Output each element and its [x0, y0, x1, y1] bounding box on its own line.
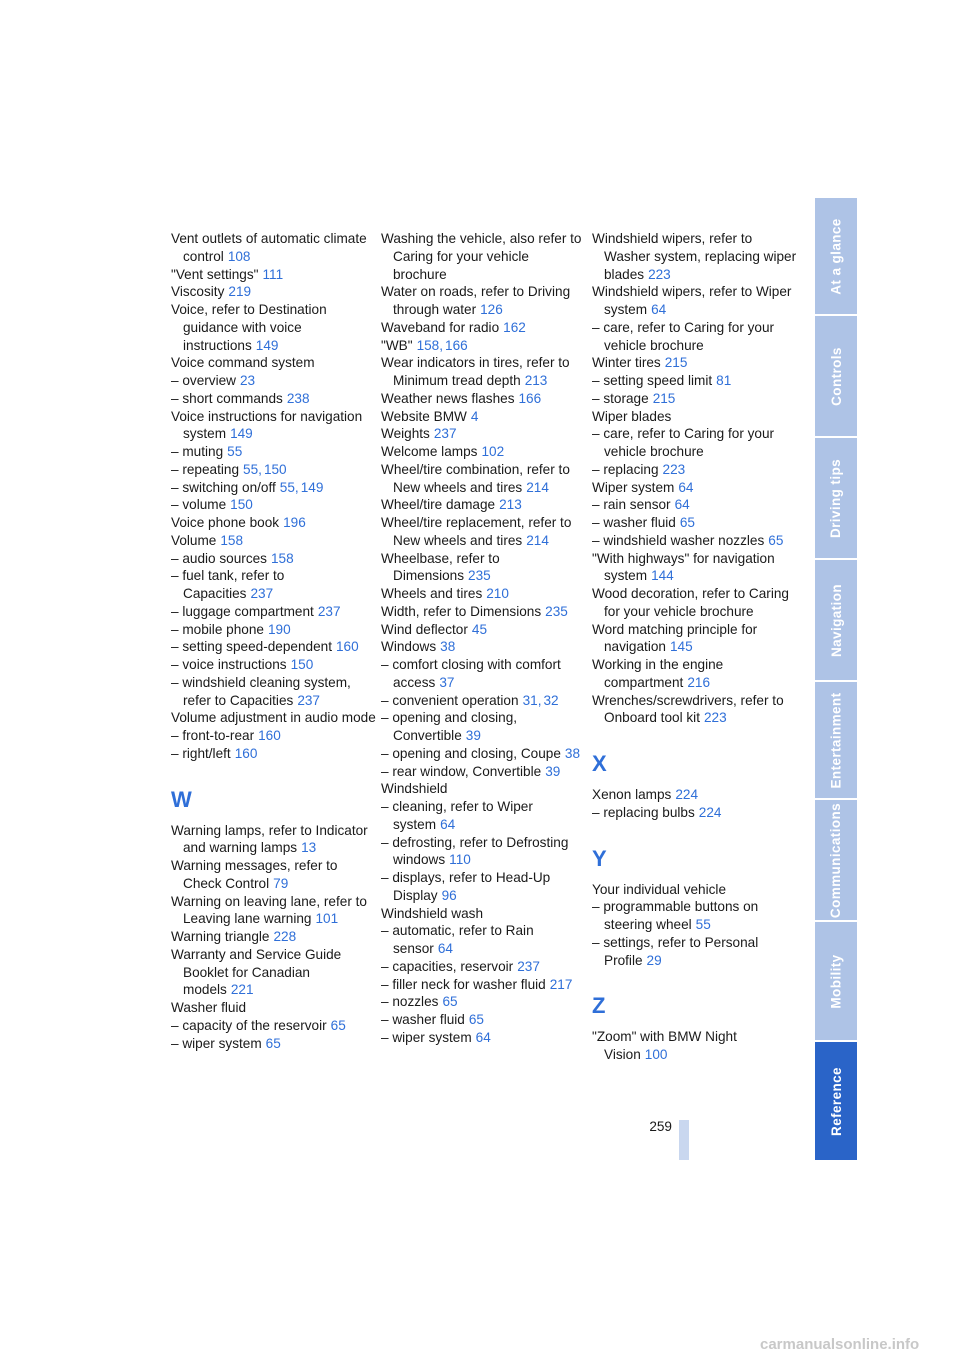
- index-entry-text: Windshield: [381, 781, 448, 797]
- index-entry: [592, 585, 797, 621]
- page-link[interactable]: 4: [470, 408, 479, 424]
- index-entry-text: Windshield wipers, refer to Washer system, replacing wiper blades: [592, 231, 797, 282]
- index-entry-text: "Zoom" with BMW Night Vision: [592, 1029, 737, 1062]
- index-entry: [171, 857, 376, 893]
- page-link[interactable]: 110: [449, 852, 471, 868]
- index-entry-text: – storage: [592, 390, 649, 406]
- index-entry-text: Website BMW: [381, 408, 467, 424]
- index-entry-text: "WB": [381, 337, 413, 353]
- page-link[interactable]: 223: [703, 710, 727, 726]
- page-link[interactable]: 224: [675, 787, 699, 802]
- index-entry-text: Wind deflector: [381, 621, 468, 637]
- index-entry-text: – washer fluid: [381, 1012, 465, 1027]
- page-link[interactable]: 64: [437, 941, 453, 956]
- page-link[interactable]: 126: [480, 302, 503, 317]
- page-link[interactable]: 150: [290, 657, 314, 672]
- index-entry: [171, 496, 376, 514]
- index-entry: [171, 230, 376, 266]
- index-entry: [381, 1029, 586, 1047]
- index-entry: [381, 443, 586, 461]
- index-entry: [381, 514, 586, 550]
- index-entry: [171, 999, 376, 1017]
- index-entry: [171, 709, 376, 727]
- index-entry-text: – opening and closing, Convertible: [381, 710, 518, 743]
- index-entry-text: – right/left: [171, 745, 231, 761]
- index-entry: [171, 674, 376, 710]
- index-entry: [381, 496, 586, 514]
- index-entry-text: – replacing bulbs: [592, 804, 695, 820]
- index-letter-heading: W: [171, 786, 192, 812]
- index-entry-text: – convenient operation: [381, 692, 519, 708]
- page-link[interactable]: 166: [518, 390, 542, 406]
- index-entry: [381, 763, 586, 781]
- page-link[interactable]: 96: [441, 887, 457, 903]
- page-link[interactable]: 213: [524, 373, 548, 388]
- index-entry-text: Windshield wipers, refer to Wiper system: [592, 284, 792, 317]
- index-entry: [381, 319, 586, 337]
- index-entry: [592, 230, 797, 283]
- index-entry: [171, 550, 376, 568]
- index-entry: [592, 425, 797, 461]
- page-link[interactable]: 65: [468, 1012, 484, 1027]
- page-link[interactable]: 160: [258, 728, 281, 743]
- index-entry: [381, 283, 586, 319]
- index-entry: [592, 1028, 797, 1064]
- index-entry: [592, 786, 797, 804]
- index-entry: [381, 780, 586, 798]
- page-link[interactable]: 235: [468, 568, 491, 584]
- page-link[interactable]: 64: [674, 497, 690, 513]
- page-link[interactable]: 55: [243, 461, 259, 477]
- page-link[interactable]: 215: [652, 390, 676, 406]
- index-entry-text: Wheel/tire damage: [381, 497, 496, 513]
- page-link[interactable]: 149: [230, 426, 253, 442]
- index-entry: [381, 656, 586, 692]
- page-link[interactable]: 214: [526, 479, 549, 495]
- page-link[interactable]: 215: [664, 355, 688, 371]
- index-entry-text: Weather news flashes: [381, 390, 515, 406]
- page-link[interactable]: 13: [301, 840, 317, 856]
- index-entry-text: "With highways" for navigation system: [592, 550, 775, 584]
- page-link[interactable]: 111: [262, 266, 284, 282]
- index-entry-text: – opening and closing, Coupe: [381, 745, 561, 761]
- page-link[interactable]: 237: [317, 603, 341, 619]
- index-entry: [381, 958, 586, 976]
- index-entry-text: Warning messages, refer to Check Control: [171, 858, 338, 891]
- index-entry-text: – wiper system: [171, 1035, 262, 1051]
- index-entry-text: Xenon lamps: [592, 787, 672, 802]
- page-link[interactable]: 213: [499, 497, 522, 513]
- index-entry-text: – muting: [171, 444, 224, 459]
- section-tab[interactable]: [815, 682, 857, 798]
- index-entry: [171, 946, 376, 999]
- page-link[interactable]: 221: [230, 982, 254, 998]
- index-entry: [592, 881, 797, 899]
- index-entry: [592, 390, 797, 408]
- index-entry: [592, 283, 797, 319]
- index-entry-text: Volume adjustment in audio mode: [171, 710, 376, 726]
- index-entry: [171, 603, 376, 621]
- index-entry: [381, 621, 586, 639]
- page-link[interactable]: 214: [526, 532, 549, 548]
- page-link[interactable]: 160: [336, 639, 359, 655]
- index-entry-text: Warning lamps, refer to Indicator and warning lamps: [171, 822, 368, 856]
- index-letter-heading: Z: [592, 993, 606, 1019]
- page-link[interactable]: 37: [439, 674, 455, 690]
- index-entry: [381, 993, 586, 1011]
- section-tab[interactable]: [815, 922, 857, 1040]
- page-link[interactable]: 65: [265, 1035, 281, 1051]
- index-entry-text: – mobile phone: [171, 621, 264, 637]
- index-entry: [592, 692, 797, 728]
- index-entry: [381, 390, 586, 408]
- index-entry: [381, 976, 586, 994]
- page-link[interactable]: 150: [230, 497, 253, 513]
- page-link[interactable]: 224: [698, 804, 722, 820]
- index-entry: [592, 319, 797, 355]
- index-entry-text: – settings, refer to Personal Profile: [592, 934, 759, 968]
- index-entry: [171, 822, 376, 858]
- index-entry: [381, 709, 586, 745]
- index-entry: [381, 834, 586, 870]
- page-link[interactable]: 65: [330, 1017, 346, 1033]
- index-entry: [592, 479, 797, 497]
- page-link[interactable]: 39: [545, 763, 561, 779]
- page-link[interactable]: 108: [227, 248, 251, 264]
- index-letter-heading: X: [592, 751, 607, 776]
- index-entry: [381, 425, 586, 443]
- page-link[interactable]: 223: [662, 461, 686, 477]
- index-entry-text: Voice phone book: [171, 515, 280, 530]
- page-link[interactable]: 64: [440, 816, 456, 832]
- watermark: carmanualsonline.info: [760, 1336, 920, 1353]
- index-entry-text: Winter tires: [592, 355, 661, 371]
- index-entry: [381, 638, 586, 656]
- index-entry-text: Welcome lamps: [381, 444, 478, 459]
- index-entry: [381, 461, 586, 497]
- index-entry: [171, 567, 376, 603]
- page-link[interactable]: 101: [315, 911, 339, 927]
- page-marker-bar: [679, 1120, 689, 1160]
- section-tab[interactable]: [815, 316, 857, 436]
- index-entry-text: – filler neck for washer fluid: [381, 976, 546, 992]
- index-column-1: [171, 230, 376, 1052]
- index-entry-text: Warning on leaving lane, refer to Leaving lane warning: [171, 893, 367, 927]
- index-entry-text: Warning triangle: [171, 929, 270, 944]
- page-link[interactable]: 149: [255, 337, 279, 353]
- page-link[interactable]: 79: [273, 875, 289, 891]
- page-link[interactable]: 39: [465, 728, 481, 743]
- index-letter-heading: Y: [592, 845, 607, 871]
- index-entry: [171, 266, 376, 284]
- page-link[interactable]: 237: [250, 586, 274, 601]
- index-entry-text: – fuel tank, refer to Capacities: [171, 568, 285, 601]
- page-link[interactable]: 81: [716, 373, 732, 388]
- index-entry-text: – setting speed-dependent: [171, 639, 332, 655]
- index-entry-text: – volume: [171, 497, 227, 513]
- index-entry-text: Wheel/tire combination, refer to New wheels and tires: [381, 461, 570, 495]
- index-entry: [171, 408, 376, 444]
- section-tab[interactable]: [815, 438, 857, 558]
- page-link[interactable]: 210: [486, 586, 509, 601]
- page-link[interactable]: 31: [522, 692, 538, 708]
- page-link[interactable]: 55: [279, 479, 295, 495]
- page-link[interactable]: 162: [503, 319, 526, 335]
- section-tabs: [815, 198, 857, 1160]
- page-link[interactable]: 145: [669, 639, 693, 655]
- index-entry: – convenient operation 31, 32: [381, 692, 559, 708]
- page-link[interactable]: 223: [648, 266, 671, 282]
- index-entry-text: Waveband for radio: [381, 319, 500, 335]
- index-entry-text: – care, refer to Caring for your vehicle brochure: [592, 319, 775, 353]
- index-entry-text: "Vent settings": [171, 266, 259, 282]
- index-entry-text: – comfort closing with comfort access: [381, 657, 561, 690]
- page-link[interactable]: 65: [768, 532, 784, 548]
- section-tab-label: Controls: [828, 346, 844, 406]
- index-entry-text: – windshield washer nozzles: [592, 532, 765, 548]
- index-entry-text: – audio sources: [171, 550, 267, 566]
- index-entry-text: Wear indicators in tires, refer to Minimum tread depth: [381, 355, 570, 388]
- index-entry: [171, 745, 376, 763]
- section-tab[interactable]: [815, 560, 857, 680]
- index-entry-text: – luggage compartment: [171, 603, 314, 619]
- index-entry: "WB" 158, 166: [381, 337, 468, 353]
- section-tab-label: Entertainment: [828, 692, 844, 788]
- page-link[interactable]: 150: [263, 461, 287, 477]
- index-entry-text: – repeating: [171, 461, 240, 477]
- index-entry: [592, 621, 797, 657]
- index-entry: [171, 893, 376, 929]
- section-tab[interactable]: [815, 800, 857, 920]
- index-entry-text: Windows: [381, 639, 437, 655]
- index-entry-text: Voice instructions for navigation system: [171, 408, 363, 442]
- page-link[interactable]: 238: [286, 390, 310, 406]
- index-entry-text: – voice instructions: [171, 657, 287, 672]
- index-entry-text: – wiper system: [381, 1029, 472, 1045]
- page-link[interactable]: 219: [228, 284, 252, 300]
- index-entry: [171, 390, 376, 408]
- index-entry: [171, 1035, 376, 1053]
- index-entry-text: Working in the engine compartment: [592, 657, 724, 690]
- index-entry-text: Wheels and tires: [381, 586, 483, 601]
- index-entry-text: – care, refer to Caring for your vehicle brochure: [592, 426, 775, 459]
- page-link[interactable]: 38: [564, 745, 581, 761]
- page-link[interactable]: 158: [270, 550, 294, 566]
- index-entry: [171, 514, 376, 532]
- index-entry: [592, 898, 797, 934]
- index-entry: [171, 638, 376, 656]
- page-link[interactable]: 228: [273, 929, 297, 944]
- page-link[interactable]: 190: [267, 621, 291, 637]
- index-entry-text: Your individual vehicle: [592, 881, 727, 897]
- index-entry: [171, 656, 376, 674]
- index-entry: [381, 869, 586, 905]
- page-link[interactable]: 29: [646, 952, 662, 968]
- index-entry-text: Voice command system: [171, 355, 315, 371]
- page-link[interactable]: 158: [416, 337, 440, 353]
- page-link[interactable]: 237: [517, 958, 540, 974]
- page-link[interactable]: 237: [433, 426, 457, 442]
- index-entry-text: Wood decoration, refer to Caring for your vehicle brochure: [592, 586, 789, 619]
- index-entry-text: Weights: [381, 426, 430, 442]
- page-link[interactable]: 144: [651, 568, 674, 584]
- section-tab-label: Communications: [828, 802, 844, 918]
- index-entry-text: Water on roads, refer to Driving through water: [381, 284, 571, 317]
- index-entry: [381, 798, 586, 834]
- page-link[interactable]: 64: [651, 302, 667, 317]
- page-link[interactable]: 160: [234, 745, 258, 761]
- index-entry: [171, 1017, 376, 1035]
- page-link[interactable]: 166: [445, 337, 468, 353]
- index-entry-text: – washer fluid: [592, 515, 676, 530]
- index-entry: [171, 727, 376, 745]
- index-entry: [171, 443, 376, 461]
- page-link[interactable]: 45: [471, 621, 488, 637]
- page-link[interactable]: 65: [442, 994, 458, 1010]
- index-entry-text: Warranty and Service Guide Booklet for Canadian models: [171, 946, 342, 998]
- index-entry: [171, 372, 376, 390]
- page-link[interactable]: 100: [644, 1047, 668, 1062]
- index-entry: [381, 905, 586, 923]
- index-entry-text: Viscosity: [171, 284, 225, 300]
- index-entry: [592, 372, 797, 390]
- index-entry: [592, 408, 797, 426]
- section-tab-label: Navigation: [828, 583, 844, 657]
- index-entry: [171, 301, 376, 354]
- page-link[interactable]: 23: [239, 373, 256, 388]
- page-link[interactable]: 217: [549, 976, 573, 992]
- index-entry: [381, 1011, 586, 1029]
- index-entry-text: Width, refer to Dimensions: [381, 603, 542, 619]
- page-link[interactable]: 38: [440, 639, 456, 655]
- index-entry-text: Washing the vehicle, also refer to Caring for your vehicle brochure: [381, 231, 582, 282]
- index-entry-text: Wheelbase, refer to Dimensions: [381, 550, 500, 584]
- index-entry: [381, 230, 586, 283]
- index-entry-text: – defrosting, refer to Defrosting windows: [381, 834, 569, 868]
- page-link[interactable]: 64: [678, 479, 694, 495]
- index-entry-text: Volume: [171, 532, 217, 548]
- index-entry-text: – automatic, refer to Rain sensor: [381, 923, 534, 956]
- index-entry: [381, 603, 586, 621]
- index-entry: [171, 354, 376, 372]
- index-entry-text: Washer fluid: [171, 1000, 247, 1015]
- index-entry: [592, 550, 797, 586]
- index-entry: [592, 804, 797, 822]
- page-link[interactable]: 55: [227, 444, 243, 459]
- page-link[interactable]: 149: [300, 479, 324, 495]
- index-entry-text: Vent outlets of automatic climate control: [171, 231, 367, 264]
- index-entry-text: – setting speed limit: [592, 373, 713, 388]
- index-entry-text: – front-to-rear: [171, 728, 255, 743]
- index-entry: [381, 354, 586, 390]
- index-entry-text: – programmable buttons on steering wheel: [592, 899, 759, 932]
- index-entry: [381, 922, 586, 958]
- index-entry: [592, 461, 797, 479]
- index-entry: [592, 354, 797, 372]
- index-entry: [381, 585, 586, 603]
- index-entry-text: Windshield wash: [381, 905, 483, 921]
- section-tab-label: At a glance: [828, 217, 844, 295]
- section-tab-label: Driving tips: [828, 458, 844, 538]
- index-entry-text: – rear window, Convertible: [381, 763, 542, 779]
- page-link[interactable]: 216: [687, 674, 711, 690]
- index-entry: – switching on/off 55, 149: [171, 479, 324, 495]
- index-entry: [381, 745, 586, 763]
- section-tab-label: Reference: [828, 1066, 844, 1136]
- index-entry: [592, 656, 797, 692]
- index-entry-text: – capacities, reservoir: [381, 958, 514, 974]
- index-entry-text: – nozzles: [381, 994, 439, 1010]
- page-link[interactable]: 196: [283, 515, 306, 530]
- index-entry: [592, 514, 797, 532]
- index-entry-text: – displays, refer to Head-Up Display: [381, 870, 551, 903]
- page-link[interactable]: 158: [220, 532, 244, 548]
- index-entry: [171, 621, 376, 639]
- index-entry: [381, 550, 586, 586]
- page-link[interactable]: 237: [297, 692, 320, 708]
- index-entry-text: Word matching principle for navigation: [592, 621, 758, 655]
- index-entry-text: – windshield cleaning system, refer to Capacities: [171, 674, 351, 708]
- index-entry-text: – rain sensor: [592, 497, 671, 513]
- index-entry: [171, 283, 376, 301]
- page-link[interactable]: 65: [679, 515, 695, 530]
- index-column-3: [592, 230, 797, 1064]
- index-entry-text: – replacing: [592, 461, 659, 477]
- page-link[interactable]: 102: [481, 444, 505, 459]
- index-column-2: [381, 230, 586, 1047]
- index-entry-text: Wiper system: [592, 479, 675, 495]
- index-entry-text: Wheel/tire replacement, refer to New wheels and tires: [381, 515, 572, 548]
- section-tab[interactable]: [815, 198, 857, 314]
- index-entry: [171, 532, 376, 550]
- index-entry: [592, 532, 797, 550]
- index-entry: [171, 928, 376, 946]
- index-entry-text: – switching on/off: [171, 479, 276, 495]
- index-entry: – repeating 55, 150: [171, 461, 287, 477]
- index-entry: [381, 408, 586, 426]
- index-entry-text: Voice, refer to Destination guidance with voice instructions: [171, 302, 327, 353]
- index-entry-text: – cleaning, refer to Wiper system: [381, 799, 533, 832]
- section-tab[interactable]: [815, 1042, 857, 1160]
- index-entry: [592, 934, 797, 970]
- page-number: 259: [649, 1119, 672, 1134]
- index-entry-text: – short commands: [171, 390, 283, 406]
- index-entry: [592, 496, 797, 514]
- index-entry-text: Wiper blades: [592, 408, 672, 424]
- page-link[interactable]: 64: [475, 1029, 491, 1045]
- index-entry-text: – overview: [171, 373, 236, 388]
- section-tab-label: Mobility: [828, 953, 844, 1009]
- page-link[interactable]: 32: [543, 692, 559, 708]
- index-entry-text: – capacity of the reservoir: [171, 1017, 327, 1033]
- page-link[interactable]: 235: [545, 603, 568, 619]
- index-entry-text: Wrenches/screwdrivers, refer to Onboard tool kit: [592, 692, 784, 726]
- page-link[interactable]: 55: [695, 917, 711, 932]
